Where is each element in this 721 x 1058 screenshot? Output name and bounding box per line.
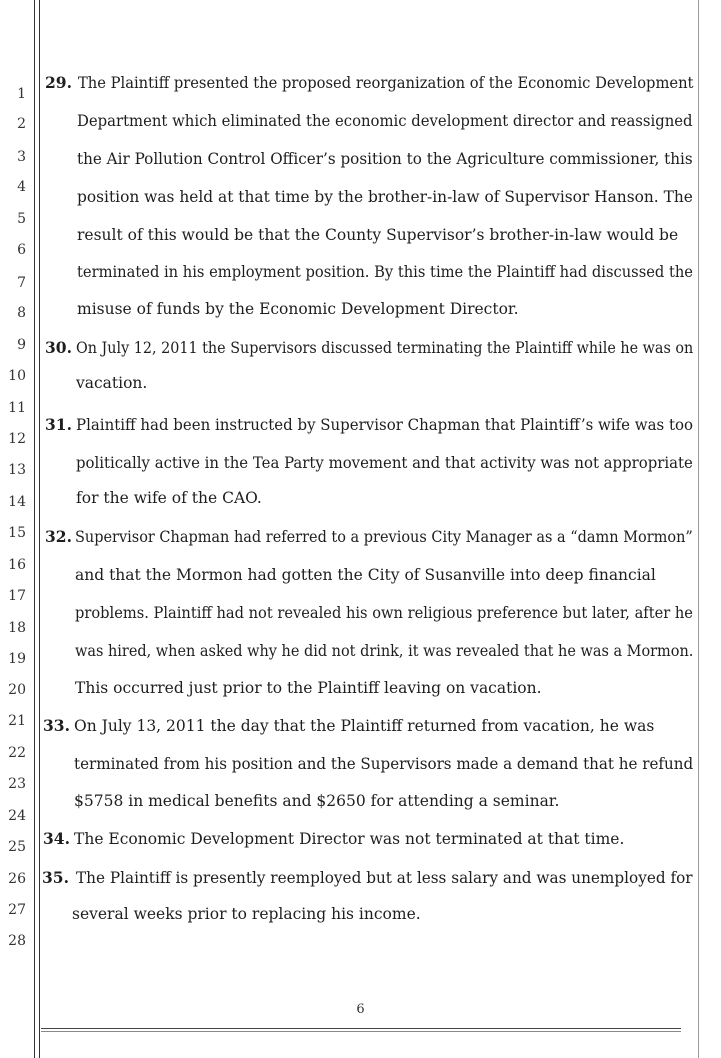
paragraph-line: politically active in the Tea Party movement and that activity was not appropriate — [76, 454, 693, 472]
line-number: 24 — [8, 808, 26, 824]
paragraph-line: several weeks prior to replacing his income. — [72, 905, 421, 923]
line-number: 15 — [8, 525, 26, 541]
paragraph-line: Plaintiff had been instructed by Supervisor Chapman that Plaintiff’s wife was too — [76, 416, 693, 434]
line-number: 9 — [17, 337, 26, 353]
line-number: 3 — [17, 149, 26, 165]
paragraph-line: Supervisor Chapman had referred to a previous City Manager as a “damn Mormon” — [75, 528, 693, 546]
line-number: 4 — [17, 179, 26, 195]
left-margin-rule — [34, 0, 35, 1058]
line-number: 14 — [8, 494, 26, 510]
paragraph-line: for the wife of the CAO. — [76, 489, 262, 507]
paragraph-line: and that the Mormon had gotten the City of Susanville into deep financial — [75, 566, 656, 584]
paragraph-line: On July 13, 2011 the day that the Plaintiff returned from vacation, he was — [74, 717, 655, 735]
line-number: 2 — [17, 116, 26, 132]
paragraph-line: The Plaintiff presented the proposed reorganization of the Economic Development — [78, 74, 694, 92]
line-number: 11 — [8, 400, 26, 416]
paragraph-line: was hired, when asked why he did not drink, it was revealed that he was a Mormon. — [75, 642, 694, 660]
line-number: 22 — [8, 745, 26, 761]
paragraph-line: The Plaintiff is presently reemployed but at less salary and was unemployed for — [76, 869, 693, 887]
paragraph-line: result of this would be that the County Supervisor’s brother-in-law would be — [77, 226, 679, 244]
paragraph-number: 35. — [42, 868, 69, 887]
page-number: 6 — [356, 1002, 365, 1017]
line-number: 19 — [8, 651, 26, 667]
line-number: 26 — [8, 871, 26, 887]
paragraph-number: 29. — [45, 73, 72, 92]
footer-rule — [41, 1028, 681, 1029]
paragraph-line: The Economic Development Director was not terminated at that time. — [74, 830, 625, 848]
paragraph-number: 30. — [45, 338, 72, 357]
line-number: 21 — [8, 713, 26, 729]
paragraph-line: vacation. — [76, 374, 148, 392]
line-number: 8 — [17, 305, 26, 321]
paragraph-line: On July 12, 2011 the Supervisors discussed terminating the Plaintiff while he was on — [76, 339, 694, 357]
line-number: 6 — [17, 242, 26, 258]
paragraph-number: 32. — [45, 527, 72, 546]
footer-rule-secondary — [41, 1031, 681, 1032]
paragraph-line: This occurred just prior to the Plaintiff leaving on vacation. — [75, 679, 542, 697]
right-margin-rule — [698, 0, 699, 1058]
line-number: 25 — [8, 839, 26, 855]
line-number: 20 — [8, 682, 26, 698]
line-number: 23 — [8, 776, 26, 792]
line-number: 17 — [8, 588, 26, 604]
paragraph-number: 33. — [43, 716, 70, 735]
line-number: 1 — [17, 86, 26, 102]
paragraph-line: terminated in his employment position. By this time the Plaintiff had discussed the — [77, 263, 693, 281]
line-number: 5 — [17, 211, 26, 227]
line-number: 27 — [8, 902, 26, 918]
line-number: 28 — [8, 933, 26, 949]
line-number: 16 — [8, 557, 26, 573]
paragraph-line: misuse of funds by the Economic Development Director. — [77, 300, 519, 318]
line-number: 10 — [8, 368, 26, 384]
line-number: 18 — [8, 620, 26, 636]
line-number: 12 — [8, 431, 26, 447]
paragraph-line: Department which eliminated the economic development director and reassigned — [77, 112, 693, 130]
left-margin-rule-inner — [39, 0, 40, 1058]
paragraph-line: the Air Pollution Control Officer’s position to the Agriculture commissioner, this — [77, 150, 693, 168]
paragraph-line: position was held at that time by the brother-in-law of Supervisor Hanson. The — [77, 188, 693, 206]
line-number: 13 — [8, 462, 26, 478]
paragraph-line: terminated from his position and the Supervisors made a demand that he refund — [74, 755, 694, 773]
line-number: 7 — [17, 275, 26, 291]
paragraph-number: 34. — [43, 829, 70, 848]
paragraph-number: 31. — [45, 415, 72, 434]
paragraph-line: $5758 in medical benefits and $2650 for attending a seminar. — [74, 792, 560, 810]
paragraph-line: problems. Plaintiff had not revealed his own religious preference but later, after he — [75, 604, 693, 622]
